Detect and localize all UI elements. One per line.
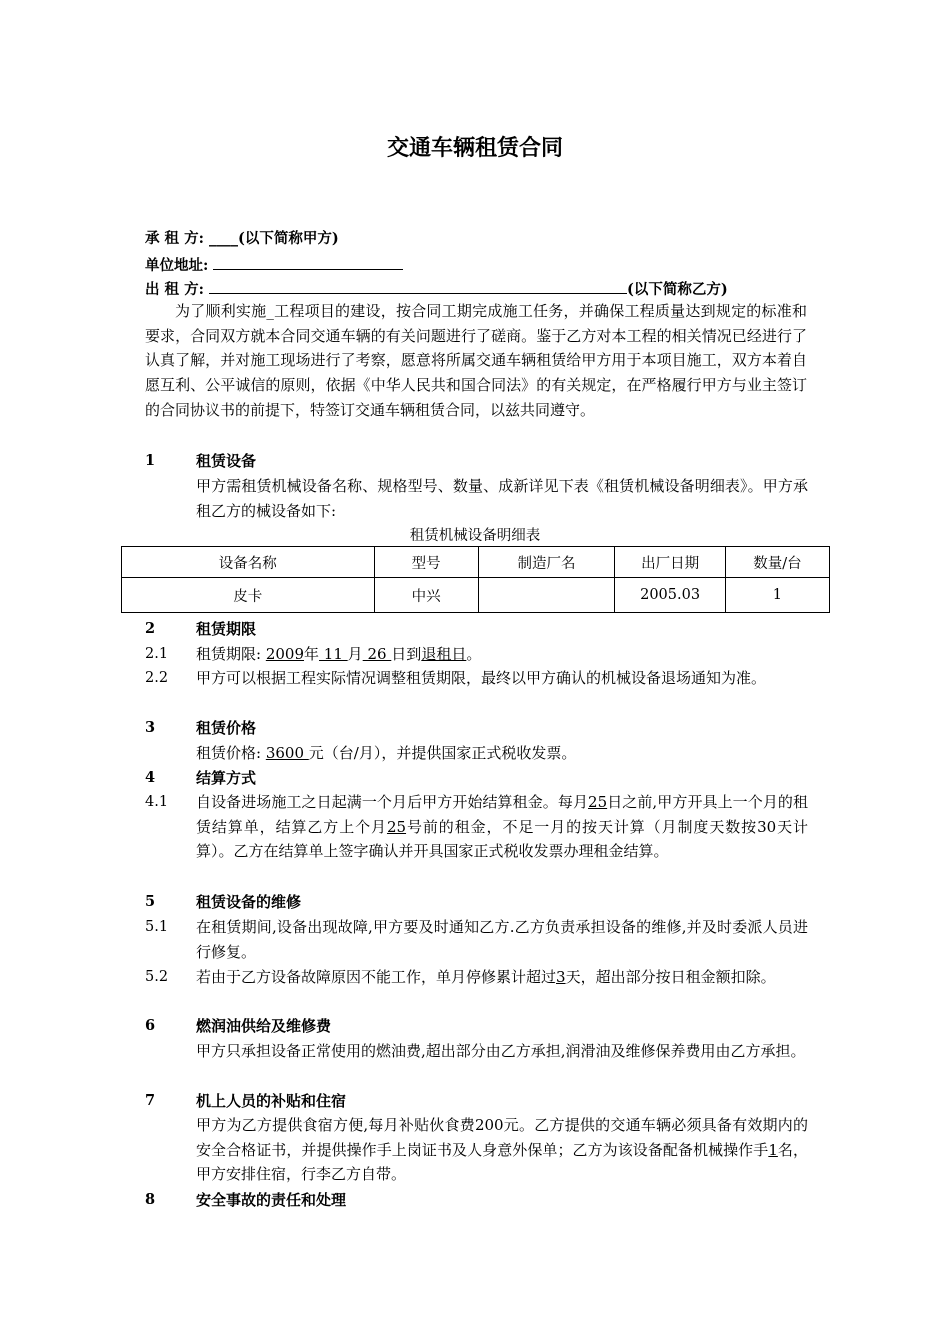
section-8-number: 8 — [145, 1191, 156, 1208]
table-header-row — [122, 547, 830, 578]
operator-count: 1 — [768, 1140, 778, 1159]
month-unit: 月 — [347, 645, 363, 663]
cell-date: 2005.03 — [615, 578, 725, 613]
item-4-1-text — [196, 790, 808, 864]
cell-name: 皮卡 — [122, 578, 375, 613]
price-tail: 元（台/月），并提供国家正式税收发票。 — [308, 744, 577, 762]
lessee-blank: ____ — [209, 230, 239, 247]
lessor-note: (以下简称乙方) — [627, 281, 728, 298]
start-day: 26 — [362, 645, 392, 663]
section-7-number: 7 — [145, 1092, 156, 1109]
item-5-1-number: 5.1 — [145, 919, 169, 935]
item-2-1-text — [196, 642, 808, 667]
section-3-title: 租赁价格 — [196, 719, 257, 737]
lessee-note: (以下简称甲方) — [238, 230, 339, 247]
settlement-day-2: 25 — [386, 817, 407, 836]
col-header-manufacturer: 制造厂名 — [478, 547, 615, 578]
settlement-day-1: 25 — [588, 793, 608, 811]
end-date: 退租日 — [421, 645, 467, 663]
cell-manufacturer — [478, 578, 615, 613]
section-5-title: 租赁设备的维修 — [196, 893, 302, 911]
item-5-2-number: 5.2 — [145, 969, 169, 985]
day-unit: 日到 — [391, 645, 422, 663]
section-7-text — [196, 1113, 808, 1187]
address-blank — [213, 252, 403, 270]
section-2-title: 租赁期限 — [196, 620, 257, 638]
table-row — [122, 578, 830, 613]
col-header-quantity: 数量/台 — [725, 547, 829, 578]
lessee-line — [145, 227, 339, 251]
col-header-model: 型号 — [374, 547, 478, 578]
settlement-text-b: 日之前,甲方开具上一个月的租赁结算单，结算乙方上个月 — [196, 793, 808, 836]
equipment-table — [121, 546, 830, 613]
section-3-text — [196, 741, 808, 766]
lessor-label: 出 租 方: — [145, 281, 204, 298]
table-caption: 租赁机械设备明细表 — [409, 528, 541, 544]
item-2-2-number: 2.2 — [145, 670, 169, 686]
staff-text-a: 甲方为乙方提供食宿方便,每月补贴伙食费200元。乙方提供的交通车辆必须具备有效期内的安全合格证书，并提供操作手上岗证书及人身意外保单；乙方为该设备配备机械操作手 — [196, 1116, 808, 1159]
repair-text-b: 天，超出部分按日租金额扣除。 — [565, 968, 776, 986]
year-unit: 年 — [304, 645, 320, 663]
start-month: 11 — [319, 645, 348, 663]
item-5-2-text — [196, 965, 808, 990]
col-header-date: 出厂日期 — [615, 547, 725, 578]
document-title: 交通车辆租赁合同 — [386, 136, 563, 161]
section-5-number: 5 — [145, 893, 156, 910]
section-4-title: 结算方式 — [196, 769, 257, 787]
item-2-1-number: 2.1 — [145, 646, 169, 662]
settlement-text-a: 自设备进场施工之日起满一个月后甲方开始结算租金。每月 — [196, 793, 589, 811]
section-7-title: 机上人员的补贴和住宿 — [196, 1092, 347, 1110]
price-value: 3600 — [265, 744, 309, 762]
section-6-title: 燃润油供给及维修费 — [196, 1017, 332, 1035]
lessor-blank — [209, 276, 627, 294]
cell-quantity: 1 — [725, 578, 829, 613]
item-5-1-text: 在租赁期间,设备出现故障,甲方要及时通知乙方.乙方负责承担设备的维修,并及时委派人员进行修复。 — [196, 918, 808, 961]
repair-days: 3 — [556, 968, 566, 986]
section-1-number: 1 — [145, 452, 156, 469]
start-year: 2009 — [265, 645, 305, 663]
cell-model: 中兴 — [374, 578, 478, 613]
section-6-text: 甲方只承担设备正常使用的燃油费,超出部分由乙方承担,润滑油及维修保养费用由乙方承担。 — [196, 1042, 806, 1060]
staff-text-b: 名，甲方安排住宿，行李乙方自带。 — [196, 1140, 808, 1184]
item-2-1-tail: 。 — [466, 645, 482, 663]
section-1-text: 甲方需租赁机械设备名称、规格型号、数量、成新详见下表《租赁机械设备明细表》。甲方承租乙方的械设备如下: — [196, 477, 808, 520]
section-4-number: 4 — [145, 769, 156, 786]
repair-text-a: 若由于乙方设备故障原因不能工作，单月停修累计超过 — [196, 968, 557, 986]
section-6-number: 6 — [145, 1017, 156, 1034]
settlement-text-c: 号前的租金，不足一月的按天计算（月制度天数按30天计算）。乙方在结算单上签字确认并开具国家正式税收发票办理租金结算。 — [196, 817, 808, 861]
section-8-title: 安全事故的责任和处理 — [196, 1191, 347, 1209]
address-line — [145, 252, 403, 278]
item-2-2-text: 甲方可以根据工程实际情况调整租赁期限，最终以甲方确认的机械设备退场通知为准。 — [196, 669, 767, 687]
price-label: 租赁价格: — [196, 744, 266, 762]
lease-term-label: 租赁期限: — [196, 645, 266, 663]
intro-paragraph: 为了顺利实施_工程项目的建设，按合同工期完成施工任务，并确保工程质量达到规定的标准和要求，合同双方就本合同交通车辆的有关问题进行了磋商。鉴于乙方对本工程的相关情况已经进行了认真了解，并对施工现场进行了考察，愿意将所属交通车辆租赁给甲方用于本项目施工，双方本着自愿互利、公平诚信的原则，依据《中华人民共和国合同法》的有关规定，在严格履行甲方与业主签订的合同协议书的前提下，特签订交通车辆租赁合同，以兹共同遵守。 — [145, 302, 807, 419]
lessee-label: 承 租 方: — [145, 230, 204, 247]
item-4-1-number: 4.1 — [145, 794, 169, 810]
section-3-number: 3 — [145, 719, 156, 736]
address-label: 单位地址: — [145, 257, 209, 274]
section-1-title: 租赁设备 — [196, 452, 257, 470]
section-2-number: 2 — [145, 620, 156, 637]
col-header-name: 设备名称 — [122, 547, 375, 578]
